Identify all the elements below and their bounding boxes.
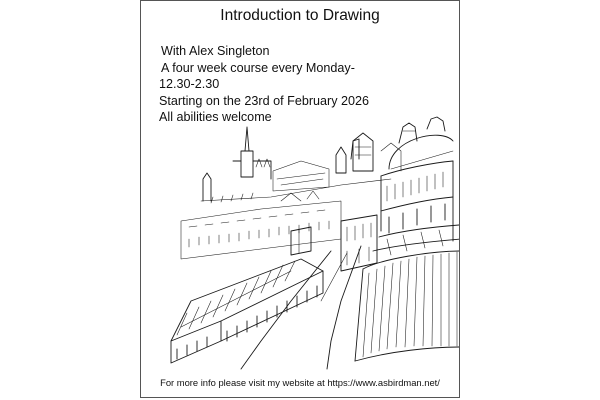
schedule-line: A four week course every Monday- [161, 60, 355, 75]
city-sketch-illustration [141, 1, 460, 398]
street [241, 246, 361, 369]
course-poster [140, 0, 460, 398]
time-line: 12.30-2.30 [159, 77, 220, 92]
tutor-line: With Alex Singleton [161, 44, 270, 58]
poster-title: Introduction to Drawing [220, 7, 380, 24]
mid-right-building [341, 215, 377, 271]
domed-building [351, 117, 460, 361]
foreground-long-building [171, 259, 323, 363]
poster-footer: For more info please visit my website at https://www.asbirdman.net/ [160, 377, 440, 388]
abilities-line: All abilities welcome [159, 110, 272, 125]
start-date-line: Starting on the 23rd of February 2026 [159, 93, 370, 108]
distant-buildings [201, 127, 401, 203]
courtyard-buildings [181, 191, 341, 259]
